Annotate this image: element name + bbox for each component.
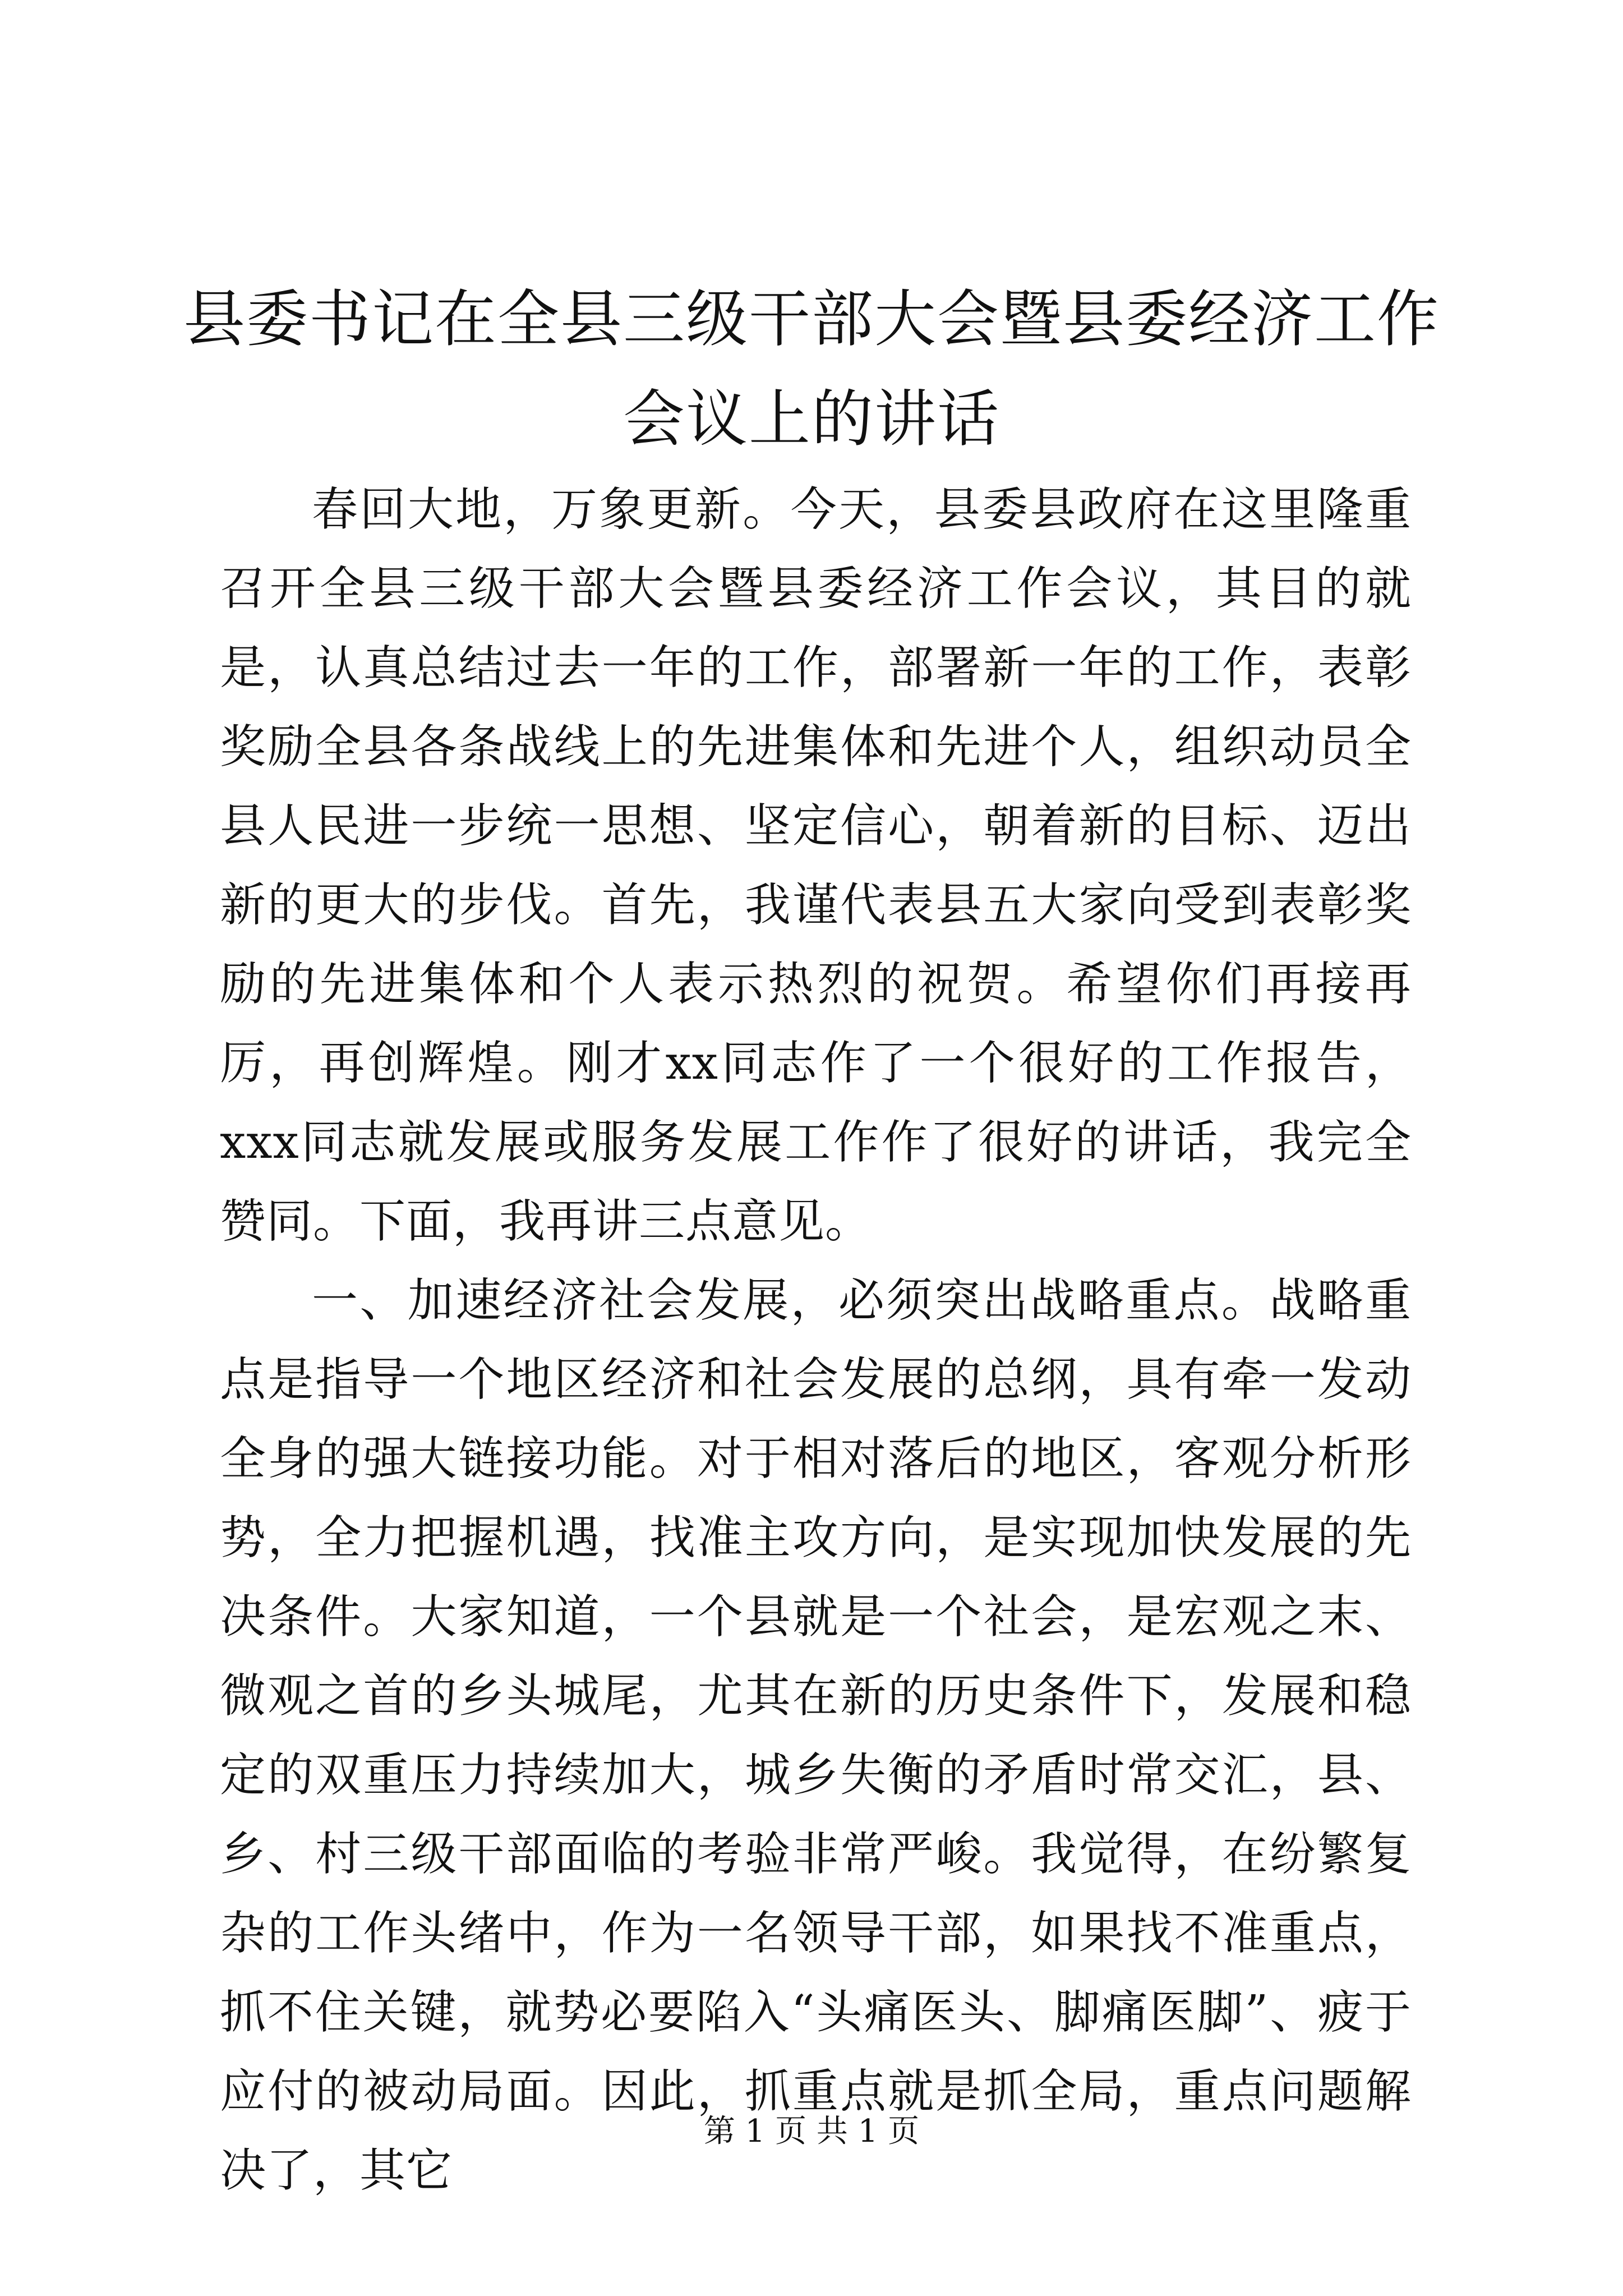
document-title-line-2: 会议上的讲话 (623, 383, 1000, 455)
body-paragraph-1: 春回大地，万象更新。今天，县委县政府在这里隆重召开全县三级干部大会暨县委经济工作会议，其目的就是，认真总结过去一年的工作，部署新一年的工作，表彰奖励全县各条战线上的先进集体和先进个人，组织动员全县人民进一步统一思想、坚定信心，朝着新的目标、迈出新的更大的步伐。首先，我谨代表县五大家向受到表彰奖励的先进集体和个人表示热烈的祝贺。希望你们再接再厉，再创辉煌。刚才xx同志作了一个很好的工作报告，xxx同志就发展或服务发展工作作了很好的讲话，我完全赞同。下面，我再讲三点意见。 (220, 483, 1412, 1248)
body-paragraph-2: 一、加速经济社会发展，必须突出战略重点。战略重点是指导一个地区经济和社会发展的总纲，具有牵一发动全身的强大链接功能。对于相对落后的地区，客观分析形势，全力把握机遇，找准主攻方向，是实现加快发展的先决条件。大家知道，一个县就是一个社会，是宏观之末、微观之首的乡头城尾，尤其在新的历史条件下，发展和稳定的双重压力持续加大，城乡失衡的矛盾时常交汇，县、乡、村三级干部面临的考验非常严峻。我觉得，在纷繁复杂的工作头绪中，作为一名领导干部，如果找不准重点，抓不住关键，就势必要陷入“头痛医头、脚痛医脚”、疲于应付的被动局面。因此，抓重点就是抓全局，重点问题解决了，其它 (220, 1274, 1412, 2197)
page-number-footer: 第 1 页 共 1 页 (703, 2113, 920, 2150)
document-title-line-1: 县委书记在全县三级干部大会暨县委经济工作 (183, 283, 1440, 355)
document-title (168, 269, 1455, 469)
document-body (220, 470, 1412, 2210)
